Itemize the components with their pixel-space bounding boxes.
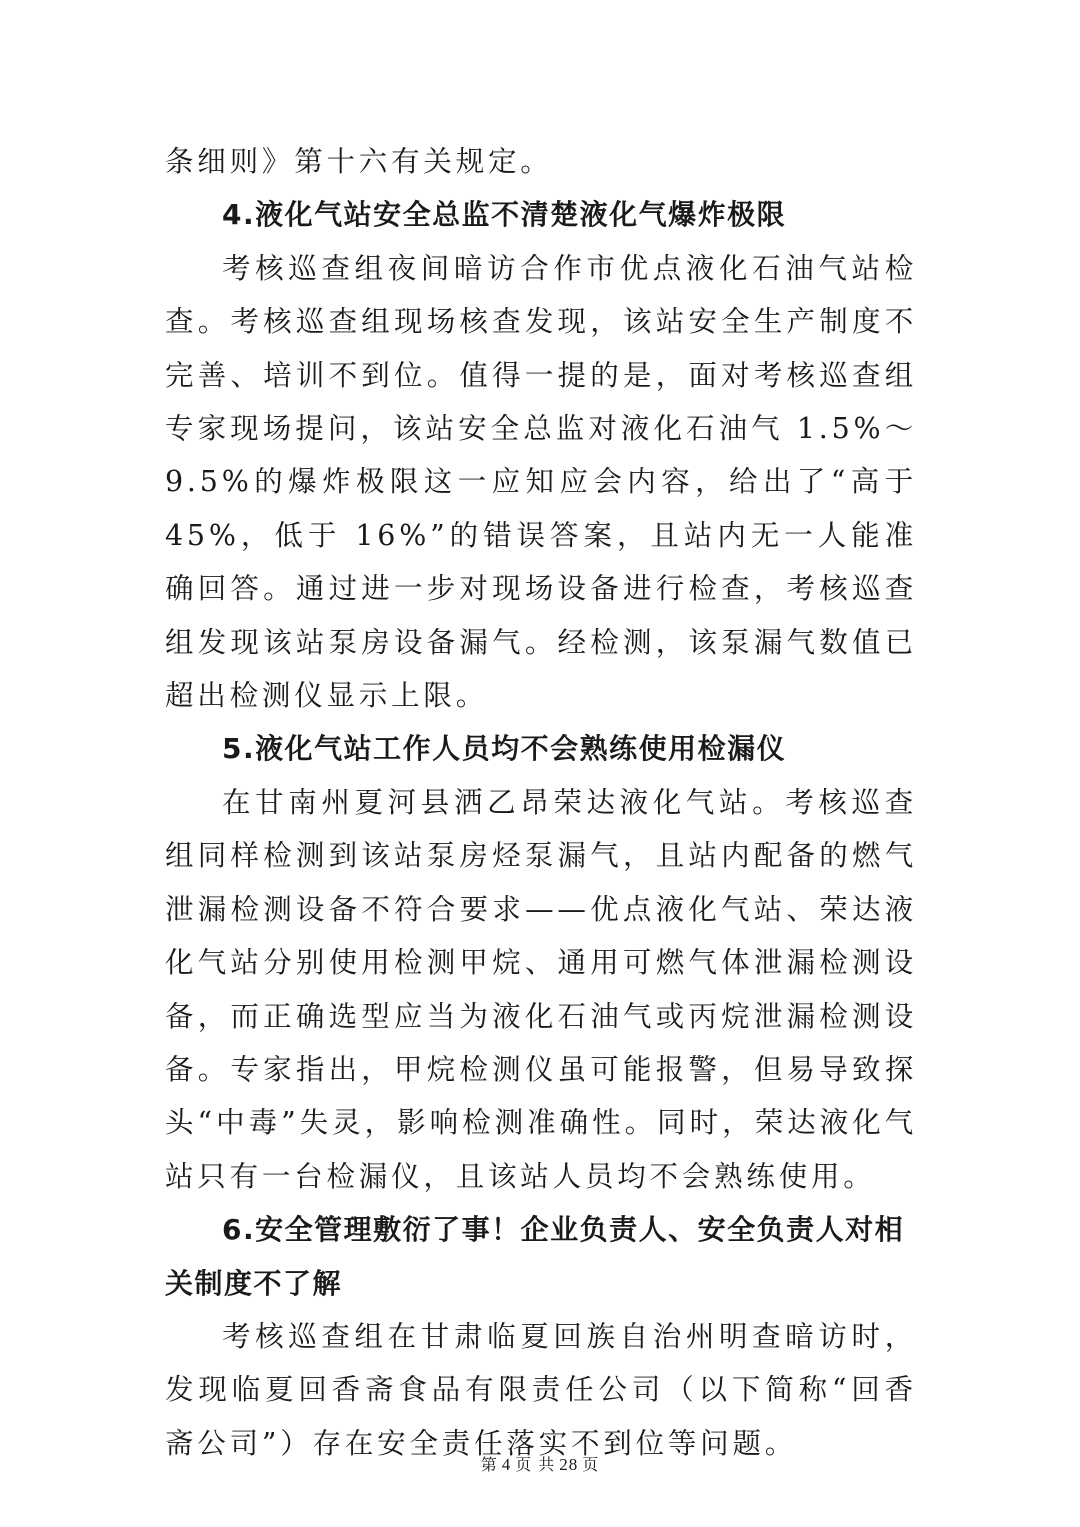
page-footer bbox=[0, 1452, 1080, 1475]
current-page-number: 4 bbox=[501, 1455, 512, 1474]
body-paragraph: 考核巡查组夜间暗访合作市优点液化石油气站检查。考核巡查组现场核查发现，该站安全生产制度不完善、培训不到位。值得一提的是，面对考核巡查组专家现场提问，该站安全总监对液化石油气 1.5%～9.5%的爆炸极限这一应知应会内容，给出了“高于 45%，低于 16%”的错误答案，且站内无一人能准确回答。通过进一步对现场设备进行检查，考核巡查组发现该站泵房设备漏气。经检测，该泵漏气数值已超出检测仪显示上限。 bbox=[165, 251, 917, 713]
continuation-paragraph: 条细则》第十六有关规定。 bbox=[165, 145, 553, 178]
section-heading-6: 6.安全管理敷衍了事！企业负责人、安全负责人对相关制度不了解 bbox=[165, 1213, 905, 1300]
total-page-count: 28 bbox=[559, 1455, 579, 1474]
footer-suffix: 页 bbox=[582, 1455, 600, 1474]
body-paragraph: 考核巡查组在甘肃临夏回族自治州明查暗访时，发现临夏回香斋食品有限责任公司（以下简称“回香斋公司”）存在安全责任落实不到位等问题。 bbox=[165, 1319, 917, 1460]
footer-prefix: 第 bbox=[480, 1455, 498, 1474]
footer-middle: 页 共 bbox=[515, 1455, 556, 1474]
document-body bbox=[165, 135, 917, 1470]
section-heading-5: 5.液化气站工作人员均不会熟练使用检漏仪 bbox=[222, 732, 787, 766]
body-paragraph: 在甘南州夏河县洒乙昂荣达液化气站。考核巡查组同样检测到该站泵房烃泵漏气，且站内配备的燃气泄漏检测设备不符合要求——优点液化气站、荣达液化气站分别使用检测甲烷、通用可燃气体泄漏检测设备，而正确选型应当为液化石油气或丙烷泄漏检测设备。专家指出，甲烷检测仪虽可能报警，但易导致探头“中毒”失灵，影响检测准确性。同时，荣达液化气站只有一台检漏仪，且该站人员均不会熟练使用。 bbox=[165, 785, 917, 1193]
section-heading-4: 4.液化气站安全总监不清楚液化气爆炸极限 bbox=[222, 198, 787, 232]
